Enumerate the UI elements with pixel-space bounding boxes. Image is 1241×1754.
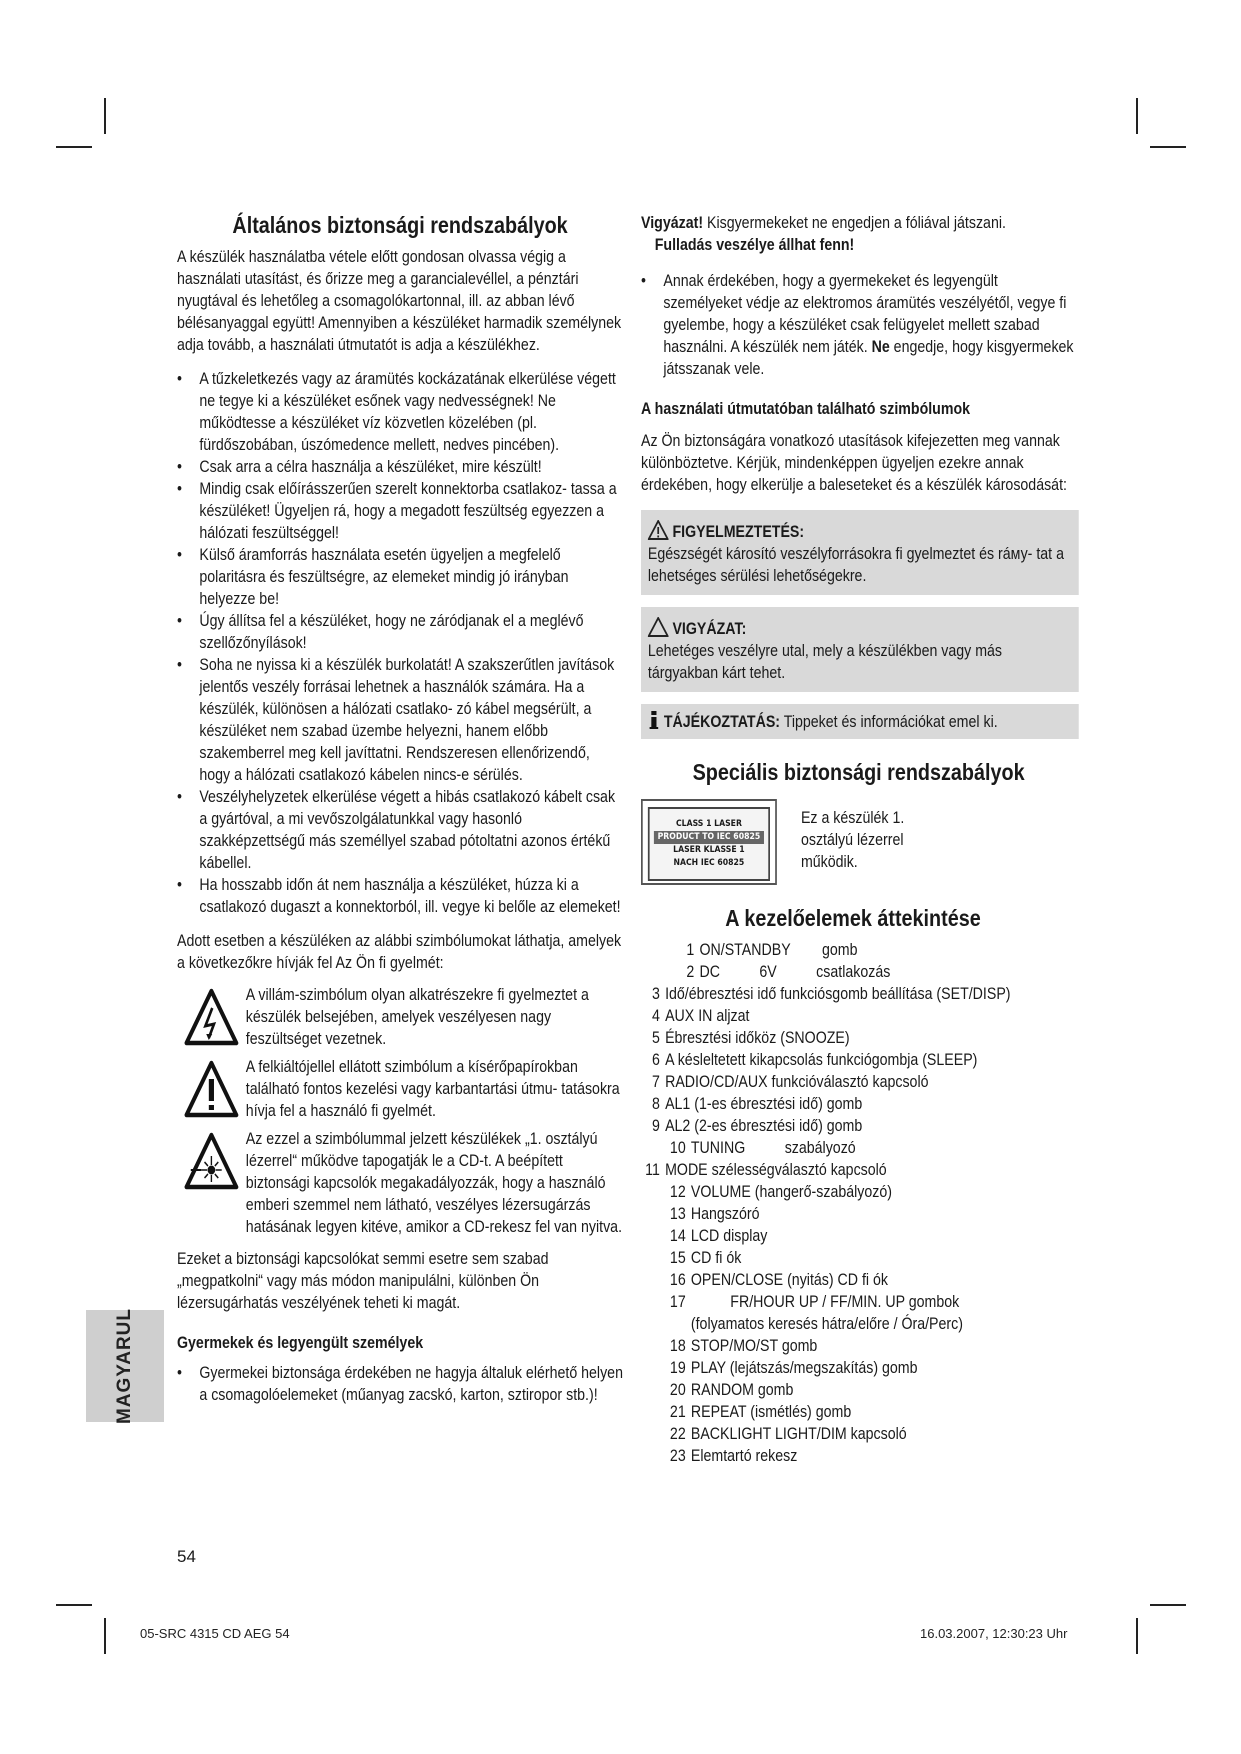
control-label: Hangszóró [690,1205,760,1223]
control-item [641,1445,1079,1467]
control-item [641,1159,1079,1181]
control-label: MODE szélességválasztó kapcsoló [665,1161,887,1179]
control-number: 9 [652,1117,660,1135]
caution-box [641,607,1079,692]
info-title: TÁJÉKOZTATÁS: [663,713,781,731]
control-number: 1 [686,941,695,959]
list-item [177,544,623,610]
symbol-text: Az ezzel a szimbólummal jelzett készülékek „1. osztályú lézerrel“ működve tapogatják le a CD-t. A beépített biztonsági kapcsolók megakadályozzák, hogy a használó emberi szemmel nem látható, veszélyes lézersugárzás hatásának legyen kitéve, amikor a CD-rekesz fel van nyitva. [245,1130,623,1236]
control-number: 21 [669,1403,686,1421]
bullet-bold: Ne [871,338,890,356]
children-heading: Gyermekek és legyengült személyek [177,1334,424,1352]
control-label: PLAY (lejátszás/megszakítás) gomb [690,1359,918,1377]
control-item [641,1005,1079,1027]
laser-label-line: CLASS 1 LASER [675,819,742,829]
control-number: 3 [652,985,660,1003]
control-label: RADIO/CD/AUX funkcióválasztó kapcsoló [665,1073,929,1091]
caution-text: Kisgyermekeket ne engedjen a fóliával játszani. [703,214,1006,232]
control-label: ON/STANDBY gomb [699,941,858,959]
children-bullet-list [177,1362,623,1406]
control-item [641,1093,1079,1115]
bullet-text: Soha ne nyissa ki a készülék burkolatát! A szakszerűtlen javítások jelentős veszély forrásai lehetnek a használók számára. Ha a készülék, különösen a hálózati csatlako- zó kábel megsérült, a készüléket nem szabad üzembe helyezni, hanem előbb szakemberrel meg kell javíttatni. Rendszeresen ellenőrizendő, hogy a hálózati csatlakozó kábelen nincs-e sérülés. [199,656,615,784]
info-row [648,710,1072,733]
bullet-text: Veszélyhelyzetek elkerülése végett a hibás csatlakozó kábelt csak a gyártóval, a mi vevőszolgálatunkkal vagy hasonló szakképzettségű más személlyel szabad pótoltatni azonos értékű kábellel. [199,788,616,872]
symbols-intro: Adott esetben a készüléken az alábbi szimbólumokat láthatja, amelyek a következőkre hívják fel Az Ön fi gyelmét: [177,932,622,972]
info-icon [648,710,660,730]
symbol-text: A villám-szimbólum olyan alkatrészekre fi gyelmeztet a készülék belsejében, amelyek veszélyesen nagy feszültséget vezetnek. [245,986,589,1048]
list-item [177,1362,623,1406]
control-item [641,1027,1079,1049]
control-number: 23 [669,1447,686,1465]
control-number: 18 [669,1337,686,1355]
warning-text: Egészségét károsító veszélyforrásokra fi gyelmeztet és ráму- tat a lehetséges sérülési lehetőségekre. [647,545,1064,585]
control-number: 20 [669,1381,686,1399]
left-column [177,210,623,1406]
control-label: AL2 (2-es ébresztési idő) gomb [665,1117,863,1135]
crop-mark [1150,1604,1186,1606]
laser-text: Ez a készülék 1. osztályú lézerrel működik. [800,809,905,871]
control-label: OPEN/CLOSE (nyitás) CD fi ók [690,1271,889,1289]
control-number: 15 [669,1249,686,1267]
caution-line [641,212,1079,256]
control-item [641,1291,1079,1313]
symbol-row-exclamation [177,1056,623,1122]
caution-label: Vigyázat! [641,214,704,232]
control-label: Elemtartó rekesz [690,1447,798,1465]
control-item [641,1137,1079,1159]
laser-label-line: LASER KLASSE 1 [673,845,745,855]
bullet-text: Ha hosszabb időn át nem használja a készüléket, húzza ki a csatlakozó dugaszt a konnektorból, ill. vegye ki belőle az elemeket! [199,876,621,916]
list-item [177,610,623,654]
list-item [177,786,623,874]
control-label: STOP/MO/ST gomb [690,1337,818,1355]
control-label: Idő/ébresztési idő funkciósgomb beállítása (SET/DISP) [665,985,1011,1003]
control-number: 11 [645,1161,660,1179]
warning-title: FIGYELMEZTETÉS: [672,523,805,541]
bullet-text: Csak arra a célra használja a készüléket, mire készült! [199,458,542,476]
control-number: 4 [652,1007,660,1025]
crop-mark [104,98,106,134]
bullet-text: A tűzkeletkezés vagy az áramütés kockázatának elkerülése végett ne tegye ki a készüléket esőnek vagy nedvességnek! Ne működtesse a készüléket víz közvetlen közelében (pl. fürdőszobában, úszómedence mellett, nedves pincében). [199,370,616,454]
control-number: 7 [652,1073,660,1091]
control-item [641,1049,1079,1071]
caution-triangle-icon [648,617,669,637]
control-number: 8 [652,1095,660,1113]
control-label: DC 6V csatlakozás [699,963,891,981]
control-label: FR/HOUR UP / FF/MIN. UP gombok [690,1293,960,1311]
supervision-bullet-list [641,270,1079,380]
bullet-text-end: engedje, hogy kisgyermekek játsszanak vele. [663,338,1074,378]
safety-bullet-list [177,368,623,918]
control-number: 12 [669,1183,686,1201]
interlock-note: Ezeket a biztonsági kapcsolókat semmi esetre sem szabad „megpatkolni“ vagy más módon manipulálni, különben Ön lézersugárhatás veszélyének teheti ki magát. [177,1250,549,1312]
laser-label-line: PRODUCT TO IEC 60825 [654,831,763,844]
control-label: REPEAT (ismétlés) gomb [690,1403,852,1421]
info-text: Tippeket és információkat emel ki. [780,713,998,731]
control-number: 5 [652,1029,660,1047]
control-label: TUNING szabályozó [690,1139,856,1157]
laser-row [641,799,1079,885]
control-label: A késleltetett kikapcsolás funkciógombja (SLEEP) [665,1051,978,1069]
language-label: MAGYARUL [114,1307,135,1425]
crop-mark [1136,1618,1138,1654]
control-number: 6 [652,1051,660,1069]
crop-mark [56,1604,92,1606]
control-number: 14 [669,1227,686,1245]
control-label: BACKLIGHT LIGHT/DIM kapcsoló [690,1425,907,1443]
symbol-row-laser [177,1128,623,1238]
warning-title-row [648,520,1072,543]
control-label: AUX IN aljzat [665,1007,750,1025]
control-item [641,1423,1079,1445]
language-side-tab [86,1307,164,1425]
caution-title: VIGYÁZAT: [672,620,747,638]
warning-triangle-icon [648,520,669,540]
laser-class-label [641,799,777,885]
controls-list [641,939,1079,1467]
caution-box-text: Lehetéges veszélyre utal, mely a készülékben vagy más tárgyakban kárt tehet. [647,642,1003,682]
intro-paragraph: A készülék használatba vétele előtt gondosan olvassa végig a használati utasítást, és őrizze meg a garancialevéllel, a pénztári nyugtával és lehetőleg a csomagolókartonnal, ill. az abban lévő bélésanyaggal együtt! Amennyiben a készüléket harmadik személynek adja tovább, a használati útmutatót is adja a készülékhez. [177,248,622,354]
control-item [641,1335,1079,1357]
crop-mark [56,146,92,148]
control-number: 19 [669,1359,686,1377]
control-number: 10 [669,1139,686,1157]
list-item [641,270,1079,380]
list-item [177,478,623,544]
list-item [177,368,623,456]
laser-warning-icon [177,1128,246,1190]
control-item [641,1269,1079,1291]
bullet-text: Mindig csak előírásszerűen szerelt konnektorba csatlakoz- tassa a készüléket! Ügyeljen rá, hogy a megadott feszültség egyezzen a hálózati feszültséggel! [199,480,617,542]
control-item [641,961,1079,983]
page-number: 54 [177,1547,196,1566]
control-number: 13 [669,1205,686,1223]
crop-mark [1136,98,1138,134]
control-label: (folyamatos keresés hátra/előre / Óra/Perc) [690,1315,963,1333]
info-box [641,704,1079,739]
control-item [641,1401,1079,1423]
list-item [177,654,623,786]
control-number: 16 [669,1271,686,1289]
control-item [641,1379,1079,1401]
control-label: CD fi ók [690,1249,742,1267]
bullet-text: Annak érdekében, hogy a gyermekeket és legyengült személyeket védje az elektromos áramütés veszélyétől, vegye fi gyelembe, hogy a készüléket csak felügyelet mellett szabad használni. A készülék nem játék. [663,272,1067,356]
control-item [641,1225,1079,1247]
control-item [641,1357,1079,1379]
control-number: 2 [686,963,695,981]
control-item [641,939,1079,961]
controls-title: A kezelőelemek áttekintése [725,905,981,931]
special-safety-title: Speciális biztonsági rendszabályok [692,759,1025,785]
footer-right: 16.03.2007, 12:30:23 Uhr [920,1626,1068,1641]
control-item [641,983,1079,1005]
symbols-text: Az Ön biztonságára vonatkozó utasítások kifejezetten meg vannak különböztetve. Kérjük, mindenképpen ügyeljen ezekre annak érdekében, hogy elkerülje a baleseteket és a készülék károsodását: [641,432,1067,494]
control-label: Ébresztési időköz (SNOOZE) [665,1029,850,1047]
laser-label-line: NACH IEC 60825 [673,858,745,868]
control-item [641,1313,1079,1335]
control-number: 17 [669,1293,686,1311]
lightning-warning-icon [177,984,246,1046]
general-safety-title: Általános biztonsági rendszabályok [232,212,568,238]
control-item [641,1203,1079,1225]
warning-box [641,510,1079,595]
symbols-heading: A használati útmutatóban található szimbólumok [641,400,971,418]
exclamation-warning-icon [177,1056,246,1118]
suffocation-warning: Fulladás veszélye állhat fenn! [654,236,855,254]
control-label: VOLUME (hangerő-szabályozó) [690,1183,892,1201]
control-label: RANDOM gomb [690,1381,794,1399]
caution-title-row [648,617,1072,640]
bullet-text: Gyermekei biztonsága érdekében ne hagyja általuk elérhető helyen a csomagolóelemeket (műanyag zacskó, karton, sztiropor stb.)! [199,1364,623,1404]
footer-left: 05-SRC 4315 CD AEG 54 [140,1626,290,1641]
control-item [641,1181,1079,1203]
symbol-text: A felkiáltójellel ellátott szimbólum a kísérőpapírokban található fontos kezelési vagy karbantartási útmu- tatásokra hívja fel a használó fi gyelmét. [245,1058,620,1120]
bullet-text: Külső áramforrás használata esetén ügyeljen a megfelelő polaritásra és feszültségre, az elemeket mindig jó irányban helyezze be! [199,546,569,608]
list-item [177,456,623,478]
control-label: AL1 (1-es ébresztési idő) gomb [665,1095,863,1113]
symbol-row-lightning [177,984,623,1050]
bullet-text: Úgy állítsa fel a készüléket, hogy ne záródjanak el a meglévő szellőzőnyílások! [199,612,584,652]
control-item [641,1115,1079,1137]
crop-mark [104,1618,106,1654]
control-number: 22 [669,1425,686,1443]
crop-mark [1150,146,1186,148]
right-column [641,212,1079,1467]
control-item [641,1247,1079,1269]
list-item [177,874,623,918]
control-label: LCD display [690,1227,768,1245]
control-item [641,1071,1079,1093]
